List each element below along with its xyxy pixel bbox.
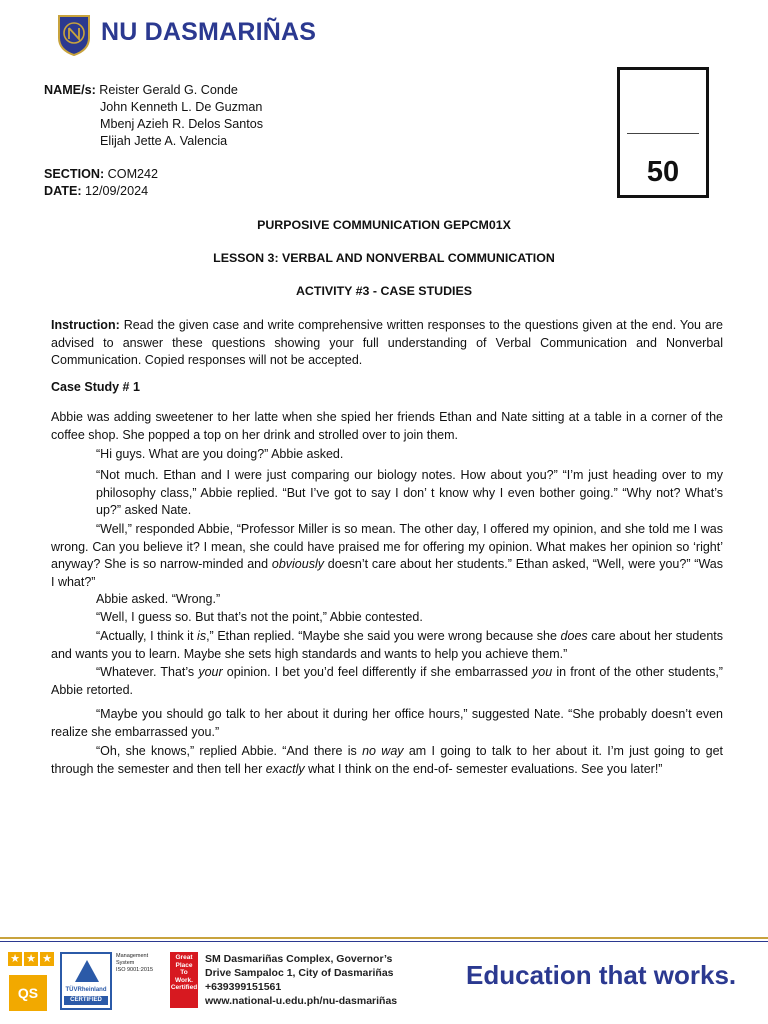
address-line-2: Drive Sampaloc 1, City of Dasmariñas [205, 967, 394, 979]
instruction-text: Read the given case and write comprehensive written responses to the questions given at the end. You are advised to answer these questions showing your full understanding of Verbal Communication and Nonverbal Communication. Copied responses will not be accepted. [51, 318, 723, 367]
case-paragraph-6: “Well, I guess so. But that’s not the point,” Abbie contested. [96, 610, 423, 624]
section-date-block [44, 166, 158, 200]
p10-emphasis-2: exactly [265, 761, 305, 776]
score-total: 50 [646, 156, 680, 188]
p8-text-b: opinion. I bet you’d feel differently if she embarrassed [222, 665, 533, 679]
p8-emphasis-1: your [198, 665, 223, 679]
gptw-line-5: Certified [170, 984, 198, 991]
case-paragraph-5: Abbie asked. “Wrong.” [96, 592, 221, 606]
p10-text-c: what I think on the end-of- semester evaluations. See you later!” [304, 761, 663, 776]
mgmt-line-3: ISO 9001:2015 [116, 967, 154, 973]
course-heading: PURPOSIVE COMMUNICATION GEPCM01X [257, 218, 511, 232]
great-place-to-work-badge [170, 952, 198, 1008]
lesson-heading: LESSON 3: VERBAL AND NONVERBAL COMMUNICATION [213, 251, 555, 265]
p7-emphasis-1: is [197, 629, 207, 643]
case-paragraph-7 [51, 628, 723, 663]
p4-emphasis: obviously [271, 557, 324, 571]
case-paragraph-9: “Maybe you should go talk to her about it during her office hours,” suggested Nate. “She probably doesn’t even realize she embarrassed you.” [51, 707, 723, 739]
section-label: SECTION: [44, 167, 105, 181]
case-paragraph-1: Abbie was adding sweetener to her latte when she spied her friends Ethan and Nate sitting at a table in a corner of the coffee shop. She popped a top on her drink and strolled over to join them. [51, 410, 723, 442]
school-name: NU DASMARIÑAS [101, 18, 317, 46]
p10-text-b: am I going to talk to her about it. I’m just going to get through the semester and then tell her [51, 744, 723, 776]
p7-text-b: ,” Ethan replied. “Maybe she said you were wrong because she [206, 629, 561, 643]
case-paragraph-3: “Not much. Ethan and I were just comparing our biology notes. How about you?” “I’m just heading over to my philosophy class,” Abbie replied. “But I’ve got to say I don’ t know why I even bother going.” “Why not? What’s up?” asked Nate. [96, 468, 723, 517]
score-box [617, 67, 709, 198]
qs-logo: QS [9, 975, 47, 1011]
footer-gold-rule [0, 937, 768, 939]
names-label: NAME/s: [44, 83, 96, 97]
p8-text-a: “Whatever. That’s [96, 665, 199, 679]
tuv-certification-badge [60, 952, 112, 1010]
footer-website: www.national-u.edu.ph/nu-dasmariñas [205, 995, 398, 1007]
case-paragraph-2: “Hi guys. What are you doing?” Abbie asked. [96, 447, 344, 461]
gptw-line-1: Great [175, 954, 193, 961]
p4-text-b: doesn’t care about her students.” Ethan asked, “Well, were you?” “Was I what?” [51, 557, 723, 589]
instruction-paragraph [51, 317, 723, 370]
case-study-title: Case Study # 1 [51, 380, 140, 394]
footer-phone: +639399151561 [205, 981, 282, 993]
case-paragraph-4 [51, 521, 723, 591]
p8-text-c: in front of the other students,” Abbie retorted. [51, 665, 723, 697]
student-name-1: Reister Gerald G. Conde [99, 83, 238, 97]
p7-text-c: care about her students and wants you to learn. Maybe she sets high standards and wants to help you achieve them.” [51, 629, 724, 661]
names-block [44, 82, 263, 150]
p4-text-a: “Well,” responded Abbie, “Professor Miller is so mean. The other day, I offered my opinion, and she told me I was wrong. Can you believe it? I mean, she could have praised me for offering my opinion. What makes her opinion so ‘right’ anyway? She is so narrow-minded and [51, 522, 723, 571]
gptw-line-3: To [180, 969, 188, 976]
management-system-text [116, 953, 166, 974]
p7-emphasis-2: does [560, 629, 588, 643]
p10-emphasis-1: no way [362, 744, 404, 758]
qs-stars [8, 952, 56, 966]
tuv-certified-label: CERTIFIED [64, 996, 108, 1005]
address-line-1: SM Dasmariñas Complex, Governor’s [205, 953, 393, 965]
footer-address [205, 952, 397, 1008]
star-icon: ★ [8, 952, 22, 966]
p10-text-a: “Oh, she knows,” replied Abbie. “And there is [96, 744, 363, 758]
school-seal-icon [56, 14, 92, 56]
student-name-3: Mbenj Azieh R. Delos Santos [100, 117, 264, 131]
gptw-line-4: Work. [175, 976, 193, 984]
section-value: COM242 [107, 167, 159, 181]
star-icon: ★ [24, 952, 38, 966]
instruction-label: Instruction: [51, 318, 120, 332]
mgmt-line-2: System [116, 960, 135, 966]
student-name-4: Elijah Jette A. Valencia [100, 134, 228, 148]
footer-tagline: Education that works. [466, 960, 737, 990]
date-row [44, 183, 158, 200]
p7-text-a: “Actually, I think it [96, 629, 198, 643]
case-paragraph-8 [51, 664, 723, 699]
date-label: DATE: [44, 184, 82, 198]
mgmt-line-1: Management [116, 953, 149, 959]
score-blank-line [627, 133, 699, 134]
gptw-line-2: Place [175, 961, 193, 969]
section-row [44, 166, 158, 183]
case-paragraph-10 [51, 743, 723, 778]
p8-emphasis-2: you [532, 665, 553, 679]
star-icon: ★ [40, 952, 54, 966]
footer-blue-rule [0, 941, 768, 942]
date-value: 12/09/2024 [85, 184, 149, 198]
student-name-2: John Kenneth L. De Guzman [100, 100, 263, 114]
activity-heading: ACTIVITY #3 - CASE STUDIES [295, 284, 473, 298]
tuv-brand: TÜVRheinland [65, 987, 107, 993]
names-row-1 [44, 82, 263, 99]
tuv-triangle-icon [75, 960, 99, 982]
